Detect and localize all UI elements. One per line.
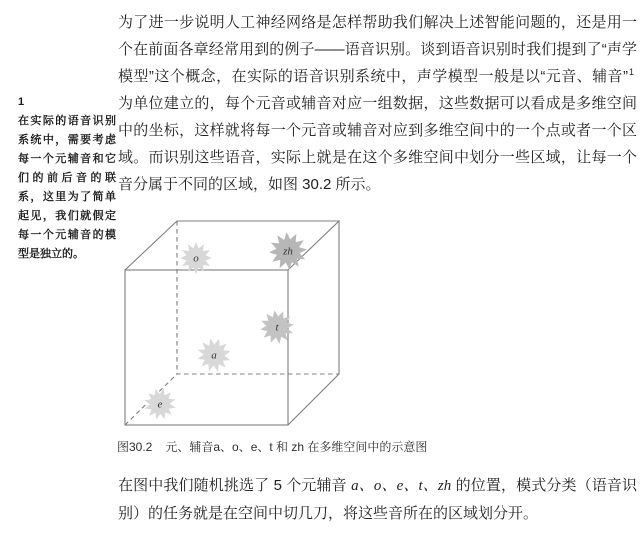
cube-top-face bbox=[125, 221, 339, 270]
phoneme-starbursts bbox=[144, 232, 307, 420]
paragraph-intro bbox=[118, 9, 637, 198]
cube-diagram bbox=[118, 212, 353, 434]
phoneme-list: a、o、e、t、zh bbox=[351, 478, 452, 494]
paragraph-intro-text-b: 为单位建立的，每个元音或辅音对应一组数据，这些数据可以看成是多维空间中的坐标，这样就将每一个元音或辅音对应到多维空间中的一个点或者一个区域。而识别这些语音，实际上就是在这个多维空间中划分一些区域，让每一个音分属于不同的区域，如图 30.2 所示。 bbox=[118, 95, 637, 193]
figure-caption-label: 图30.2 bbox=[117, 440, 153, 454]
paragraph-intro-text-a: 为了进一步说明人工神经网络是怎样帮助我们解决上述智能问题的，还是用一个在前面各章经常用到的例子——语音识别。谈到语音识别时我们提到了“声学模型”这个概念，在实际的语音识别系统中，声学模型一般是以“元音、辅音” bbox=[118, 14, 637, 85]
footnote-number: 1 bbox=[18, 96, 25, 108]
phoneme-label-zh: zh bbox=[283, 245, 293, 258]
footnote-ref-marker: 1 bbox=[628, 67, 634, 77]
figure-30-2 bbox=[118, 212, 538, 456]
margin-footnote bbox=[18, 95, 116, 264]
phoneme-label-o: o bbox=[193, 252, 199, 265]
figure-caption bbox=[117, 439, 538, 456]
footnote-text: 在实际的语音识别系统中，需要考虑每一个元辅音和它们的前后音的联系，这里为了简单起见，我们就假定每一个元辅音的模型是独立的。 bbox=[18, 115, 116, 260]
phoneme-label-t: t bbox=[275, 321, 279, 334]
paragraph-closing-text-b: 的位置，模式分类（语音识别）的任务就是在空间中切几刀，将这些音所在的区域划分开。 bbox=[118, 477, 637, 522]
figure-caption-text: 元、辅音a、o、e、t 和 zh 在多维空间中的示意图 bbox=[165, 440, 428, 454]
paragraph-closing-text-a: 在图中我们随机挑选了 5 个元辅音 bbox=[118, 477, 352, 494]
phoneme-label-e: e bbox=[157, 398, 163, 411]
paragraph-closing bbox=[118, 472, 637, 527]
phoneme-label-a: a bbox=[211, 349, 217, 362]
